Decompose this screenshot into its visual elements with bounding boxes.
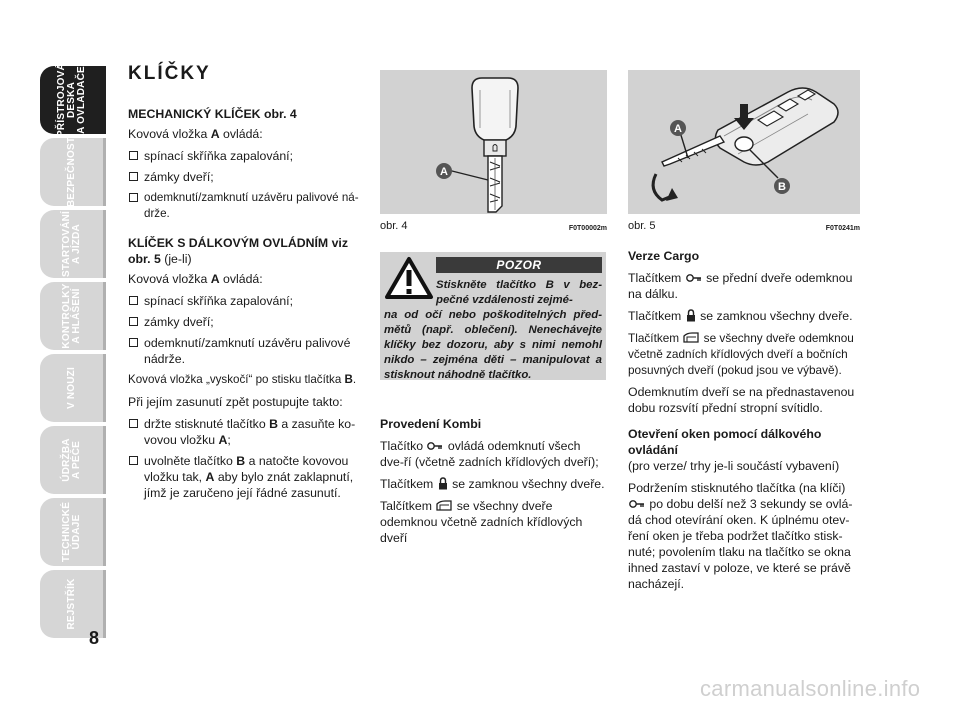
list-item: spínací skříňka zapalování; bbox=[128, 293, 360, 309]
tab-label: STARTOVÁNÍ A JÍZDA bbox=[60, 210, 82, 278]
paragraph: Odemknutím dveří se na přednastavenou dobu rozsvítí přední stropní svítidlo. bbox=[628, 385, 855, 415]
tab-label: PŘÍSTROJOVÁ DESKA A OVLADAČE bbox=[55, 63, 87, 137]
section-heading-windows: Otevření oken pomocí dálkového ovládání bbox=[628, 427, 822, 457]
figure-remote-key bbox=[628, 70, 860, 214]
checkbox-bullet-icon bbox=[129, 193, 138, 202]
rear-door-icon bbox=[436, 500, 452, 512]
paragraph: Při jejím zasunutí zpět postupujte takto: bbox=[128, 395, 343, 409]
mechanical-key-illustration bbox=[380, 70, 607, 214]
tab-label: TECHNICKÉ ÚDAJE bbox=[60, 501, 82, 563]
tab-label: KONTROLKY A HLÁŠENÍ bbox=[60, 283, 82, 349]
column-keys bbox=[128, 63, 360, 506]
list-item: odemknutí/zamknutí uzávěru palivové ná-drže. bbox=[128, 190, 360, 222]
checkbox-bullet-icon bbox=[129, 151, 138, 160]
checkbox-bullet-icon bbox=[129, 317, 138, 326]
paragraph: Tlačítkem se zamknou všechny dveře. bbox=[380, 477, 605, 491]
list-item: odemknutí/zamknutí uzávěru palivové nádrže. bbox=[128, 335, 360, 367]
figure-code: F0T0241m bbox=[825, 225, 860, 232]
paragraph: Tlačítkem se všechny dveře odemknou včetně zadních křídlových dveří a bočních posuvných dveří (pokud jsou ve výbavě). bbox=[628, 331, 854, 377]
tab-label: REJSTŘÍK bbox=[65, 578, 77, 630]
warning-heading: POZOR bbox=[436, 257, 602, 273]
rear-door-icon bbox=[683, 332, 699, 344]
paragraph: Kovová vložka A ovládá: bbox=[128, 272, 263, 286]
checkbox-bullet-icon bbox=[129, 338, 138, 347]
figure-label-a: A bbox=[440, 166, 448, 178]
tab-startovani[interactable] bbox=[40, 210, 106, 278]
column-cargo bbox=[628, 248, 860, 598]
warning-box bbox=[380, 252, 606, 380]
key-unlock-icon bbox=[629, 498, 645, 510]
section-heading-cargo: Verze Cargo bbox=[628, 249, 700, 263]
page-title: KLÍČKY bbox=[128, 63, 211, 84]
figure-caption: obr. 4 bbox=[380, 220, 408, 232]
padlock-icon bbox=[686, 309, 696, 322]
column-kombi bbox=[380, 416, 606, 552]
tab-label: ÚDRŽBA A PÉČE bbox=[60, 438, 82, 482]
warning-text: Stiskněte tlačítko B v bez-pečné vzdálenosti zejmé- na od očí nebo poškoditelných před-mětů (např. oblečení). Nenechávejte klíčky bez dozoru, aby s nimi nemohl nikdo – zejména děti – manipulovat a stisknout náhodně tlačítko. bbox=[384, 279, 602, 381]
paragraph: Talčítkem se všechny dveře odemknou včetně zadních křídlových dveří bbox=[380, 499, 583, 545]
list-item: zámky dveří; bbox=[128, 314, 360, 330]
figure-caption-row bbox=[380, 220, 607, 232]
tab-technicke-udaje[interactable] bbox=[40, 498, 106, 566]
checkbox-bullet-icon bbox=[129, 296, 138, 305]
tab-kontrolky[interactable] bbox=[40, 282, 106, 350]
paragraph: Tlačítkem se zamknou všechny dveře. bbox=[628, 309, 853, 323]
tab-label: BEZPEČNOST bbox=[65, 136, 77, 208]
paragraph: Tlačítkem se přední dveře odemknou na dálku. bbox=[628, 271, 853, 301]
list-item: zámky dveří; bbox=[128, 169, 360, 185]
list-item: držte stisknuté tlačítko B a zasuňte ko-vovou vložku A; bbox=[128, 416, 360, 448]
page-number: 8 bbox=[89, 628, 100, 648]
tab-pristrojova-deska[interactable] bbox=[40, 63, 106, 137]
tab-bezpecnost[interactable] bbox=[40, 138, 106, 206]
figure-caption: obr. 5 bbox=[628, 220, 656, 232]
paragraph: Tlačítko ovládá odemknutí všech dve-ří (včetně zadních křídlových dveří); bbox=[380, 439, 599, 469]
paragraph: Kovová vložka A ovládá: bbox=[128, 127, 263, 141]
list-item: uvolněte tlačítko B a natočte kovovou vložku tak, A aby bylo znát zaklapnutí, jímž je zaručeno její řádné zasunutí. bbox=[128, 453, 360, 501]
tab-udrzba[interactable] bbox=[40, 426, 106, 494]
padlock-icon bbox=[438, 477, 448, 490]
checkbox-bullet-icon bbox=[129, 456, 138, 465]
watermark: carmanualsonline.info bbox=[700, 676, 921, 701]
section-heading-kombi: Provedení Kombi bbox=[380, 417, 482, 431]
figure-label-b: B bbox=[778, 181, 786, 193]
figure-mechanical-key bbox=[380, 70, 607, 214]
tab-v-nouzi[interactable] bbox=[40, 354, 106, 422]
key-unlock-icon bbox=[686, 272, 702, 284]
chapter-tabs bbox=[40, 63, 106, 642]
section-heading-mechanical-key: MECHANICKÝ KLÍČEK obr. 4 bbox=[128, 107, 297, 121]
list-item: spínací skříňka zapalování; bbox=[128, 148, 360, 164]
remote-key-illustration bbox=[628, 70, 860, 214]
checkbox-bullet-icon bbox=[129, 419, 138, 428]
tab-label: V NOUZI bbox=[65, 367, 77, 409]
figure-caption-row bbox=[628, 220, 860, 232]
paragraph: (pro verze/ trhy je-li součástí vybavení) bbox=[628, 459, 840, 473]
key-unlock-icon bbox=[427, 440, 443, 452]
figure-code: F0T00002m bbox=[568, 225, 607, 232]
section-heading-remote-key: KLÍČEK S DÁLKOVÝM OVLÁDNÍM viz obr. 5 (je-li) bbox=[128, 236, 348, 266]
paragraph: Kovová vložka „vyskočí“ po stisku tlačítka B. bbox=[128, 373, 357, 386]
paragraph: Podržením stisknutého tlačítka (na klíči) po dobu delší než 3 sekundy se ovlá-dá chod otevírání oken. K úplnému otev-ření oken je třeba podržet tlačítko stisk-nuté; povolením tlaku na tlačítko se okna ihned zastaví v poloze, ve které se právě nacházejí. bbox=[628, 481, 853, 591]
checkbox-bullet-icon bbox=[129, 172, 138, 181]
figure-label-a: A bbox=[674, 123, 682, 135]
